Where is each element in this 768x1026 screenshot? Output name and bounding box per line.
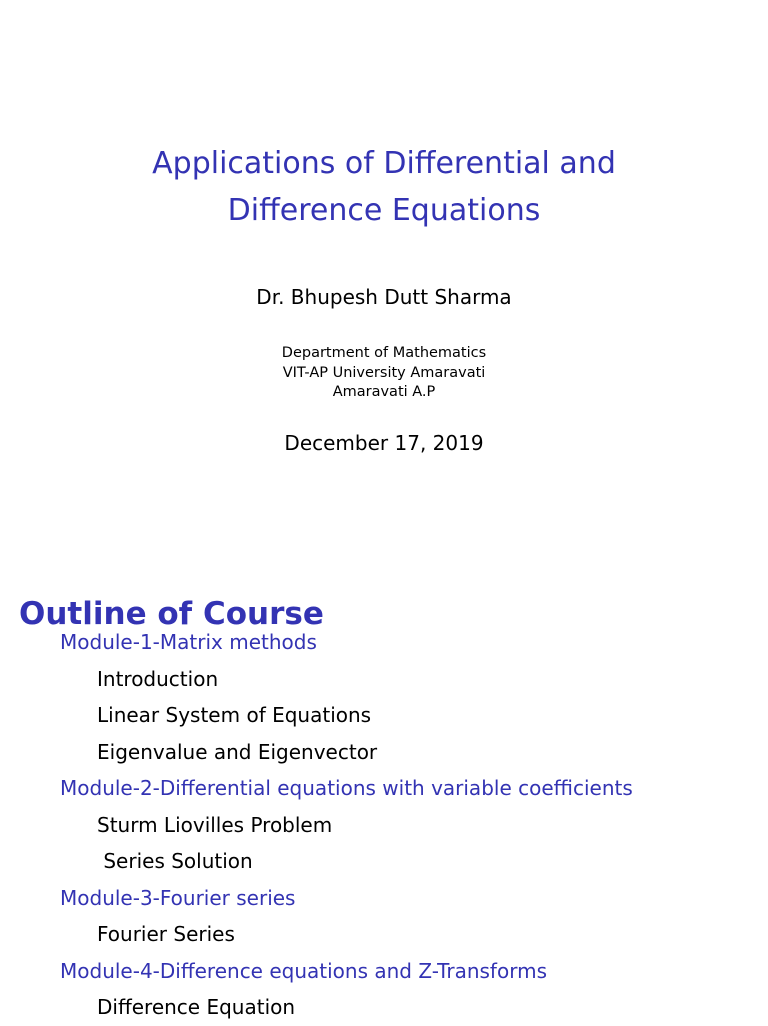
toc-module-4: Module-4-Difference equations and Z-Transforms (60, 958, 547, 983)
title-line-1: Applications of Differential and (152, 146, 616, 181)
title-line-2: Difference Equations (227, 193, 541, 228)
presentation-title (0, 140, 768, 234)
institute-department: Department of Mathematics (281, 345, 487, 361)
toc-difference-equation: Difference Equation (97, 995, 296, 1019)
toc-linear-systems: Linear System of Equations (97, 703, 372, 727)
course-outline-list (0, 624, 768, 1026)
outline-slide (0, 576, 768, 1024)
institute-block (0, 344, 768, 403)
toc-sturm-liouville: Sturm Liovilles Problem (97, 812, 333, 837)
toc-module-3: Module-3-Fourier series (60, 885, 296, 910)
institute-university: VIT-AP University Amaravati (282, 364, 486, 381)
toc-fourier-series: Fourier Series (97, 922, 235, 946)
institute-location: Amaravati A.P (332, 384, 436, 400)
author-name: Dr. Bhupesh Dutt Sharma (256, 285, 512, 309)
toc-introduction: Introduction (97, 666, 219, 691)
outline-title: Outline of Course (19, 596, 324, 632)
toc-module-2: Module-2-Differential equations with variable coefficients (60, 776, 633, 800)
toc-eigenvalues: Eigenvalue and Eigenvector (97, 739, 378, 764)
toc-module-1: Module-1-Matrix methods (60, 630, 317, 654)
toc-series-solution: Series Solution (97, 849, 253, 873)
presentation-date: December 17, 2019 (284, 431, 484, 455)
